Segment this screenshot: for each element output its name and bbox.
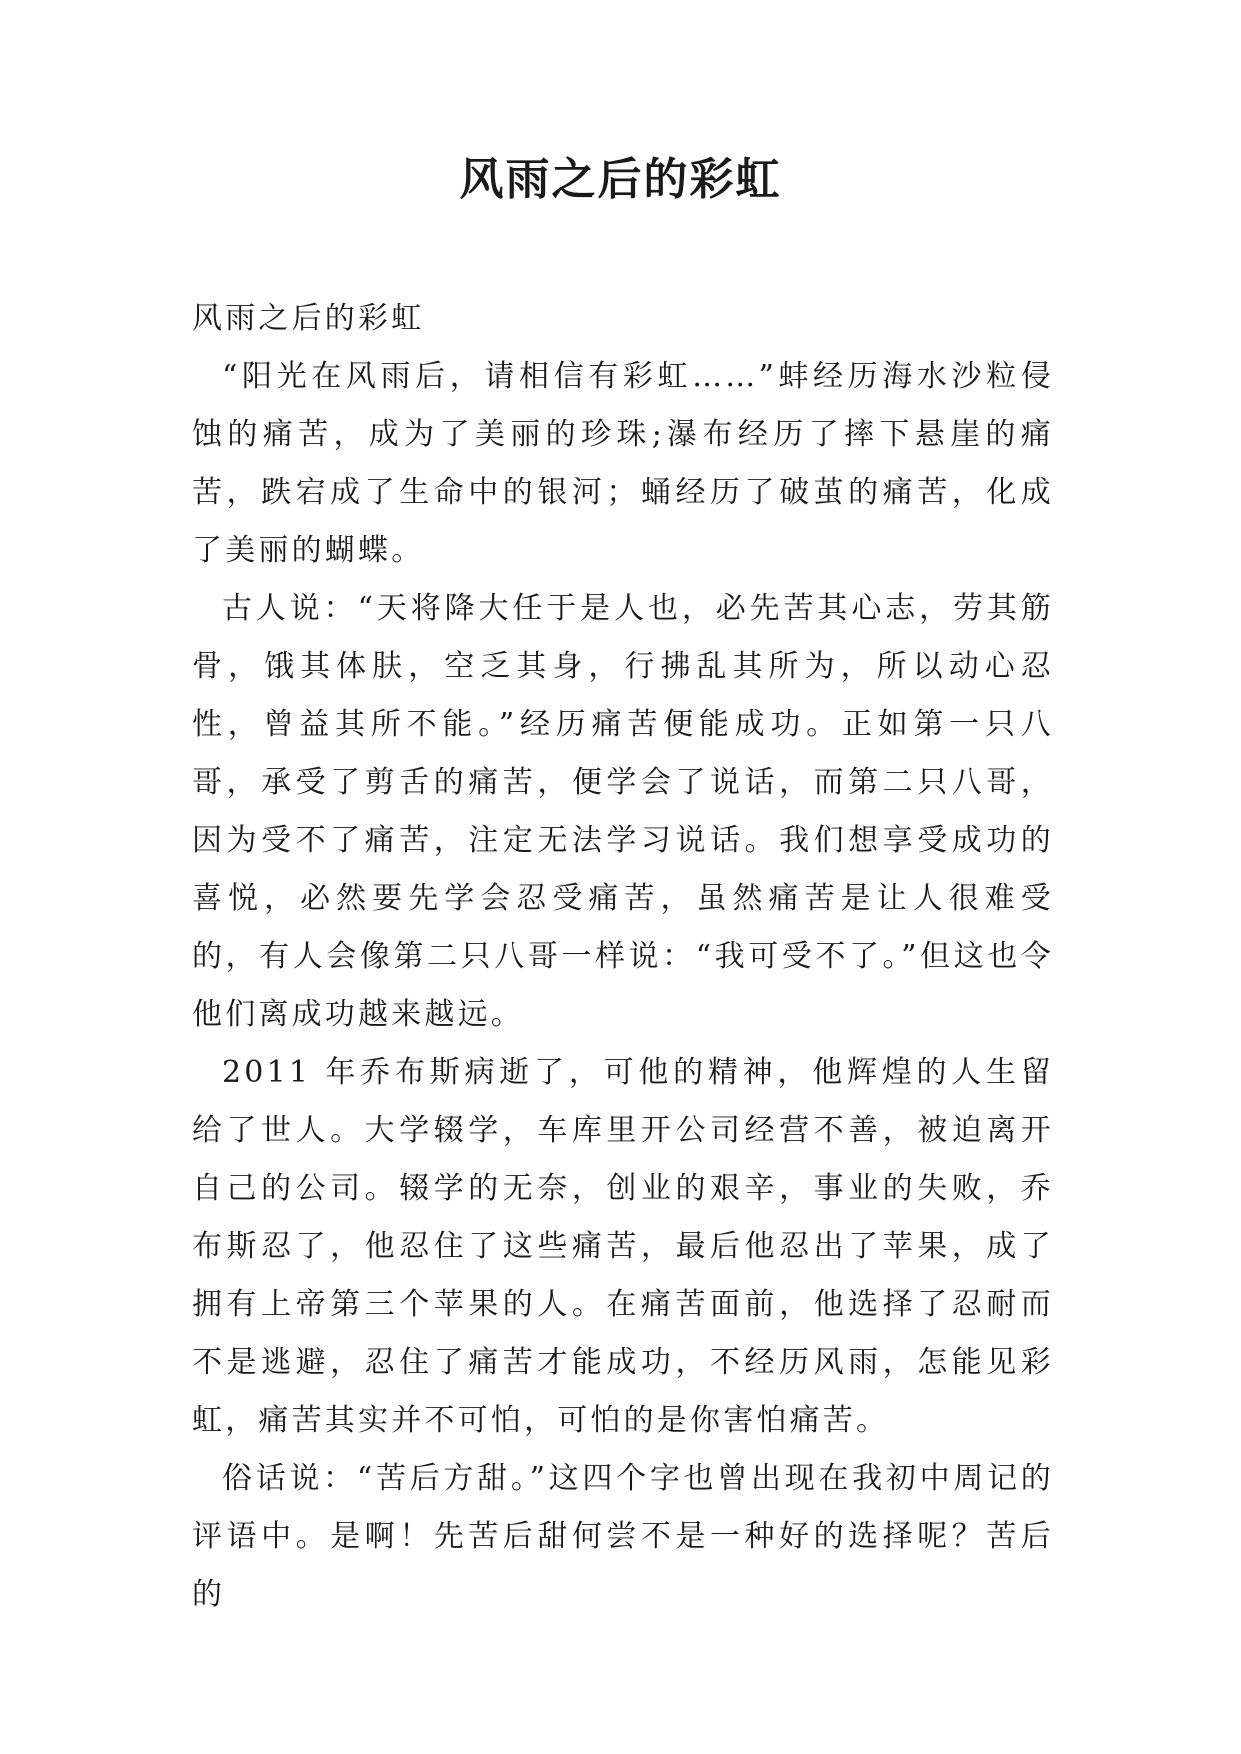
paragraph-4: 俗话说：“苦后方甜。”这四个字也曾出现在我初中周记的评语中。是啊！先苦后甜何尝不是一种好的选择呢？苦后的 bbox=[192, 1461, 1054, 1612]
paragraph-2: 古人说：“天将降大任于是人也，必先苦其心志，劳其筋骨，饿其体肤，空乏其身，行拂乱其所为，所以动心忍性，曾益其所不能。”经历痛苦便能成功。正如第一只八哥，承受了剪舌的痛苦，便学会了说话，而第二只八哥，因为受不了痛苦，注定无法学习说话。我们想享受成功的喜悦，必然要先学会忍受痛苦，虽然痛苦是让人很难受的，有人会像第二只八哥一样说：“我可受不了。”但这也令他们离成功越来越远。 bbox=[192, 591, 1054, 1032]
paragraph-3: 2011 年乔布斯病逝了，可他的精神，他辉煌的人生留给了世人。大学辍学，车库里开公司经营不善，被迫离开自己的公司。辍学的无奈，创业的艰辛，事业的失败，乔布斯忍了，他忍住了这些痛苦，最后他忍出了苹果，成了拥有上帝第三个苹果的人。在痛苦面前，他选择了忍耐而不是逃避，忍住了痛苦才能成功，不经历风雨，怎能见彩虹，痛苦其实并不可怕，可怕的是你害怕痛苦。 bbox=[192, 1055, 1054, 1438]
document-body bbox=[192, 290, 1054, 1624]
paragraph-1: “阳光在风雨后，请相信有彩虹……”蚌经历海水沙粒侵蚀的痛苦，成为了美丽的珍珠;瀑布经历了摔下悬崖的痛苦，跌宕成了生命中的银河；蛹经历了破茧的痛苦，化成了美丽的蝴蝶。 bbox=[192, 359, 1054, 568]
document-subtitle: 风雨之后的彩虹 bbox=[192, 301, 425, 336]
document-title: 风雨之后的彩虹 bbox=[459, 154, 782, 205]
